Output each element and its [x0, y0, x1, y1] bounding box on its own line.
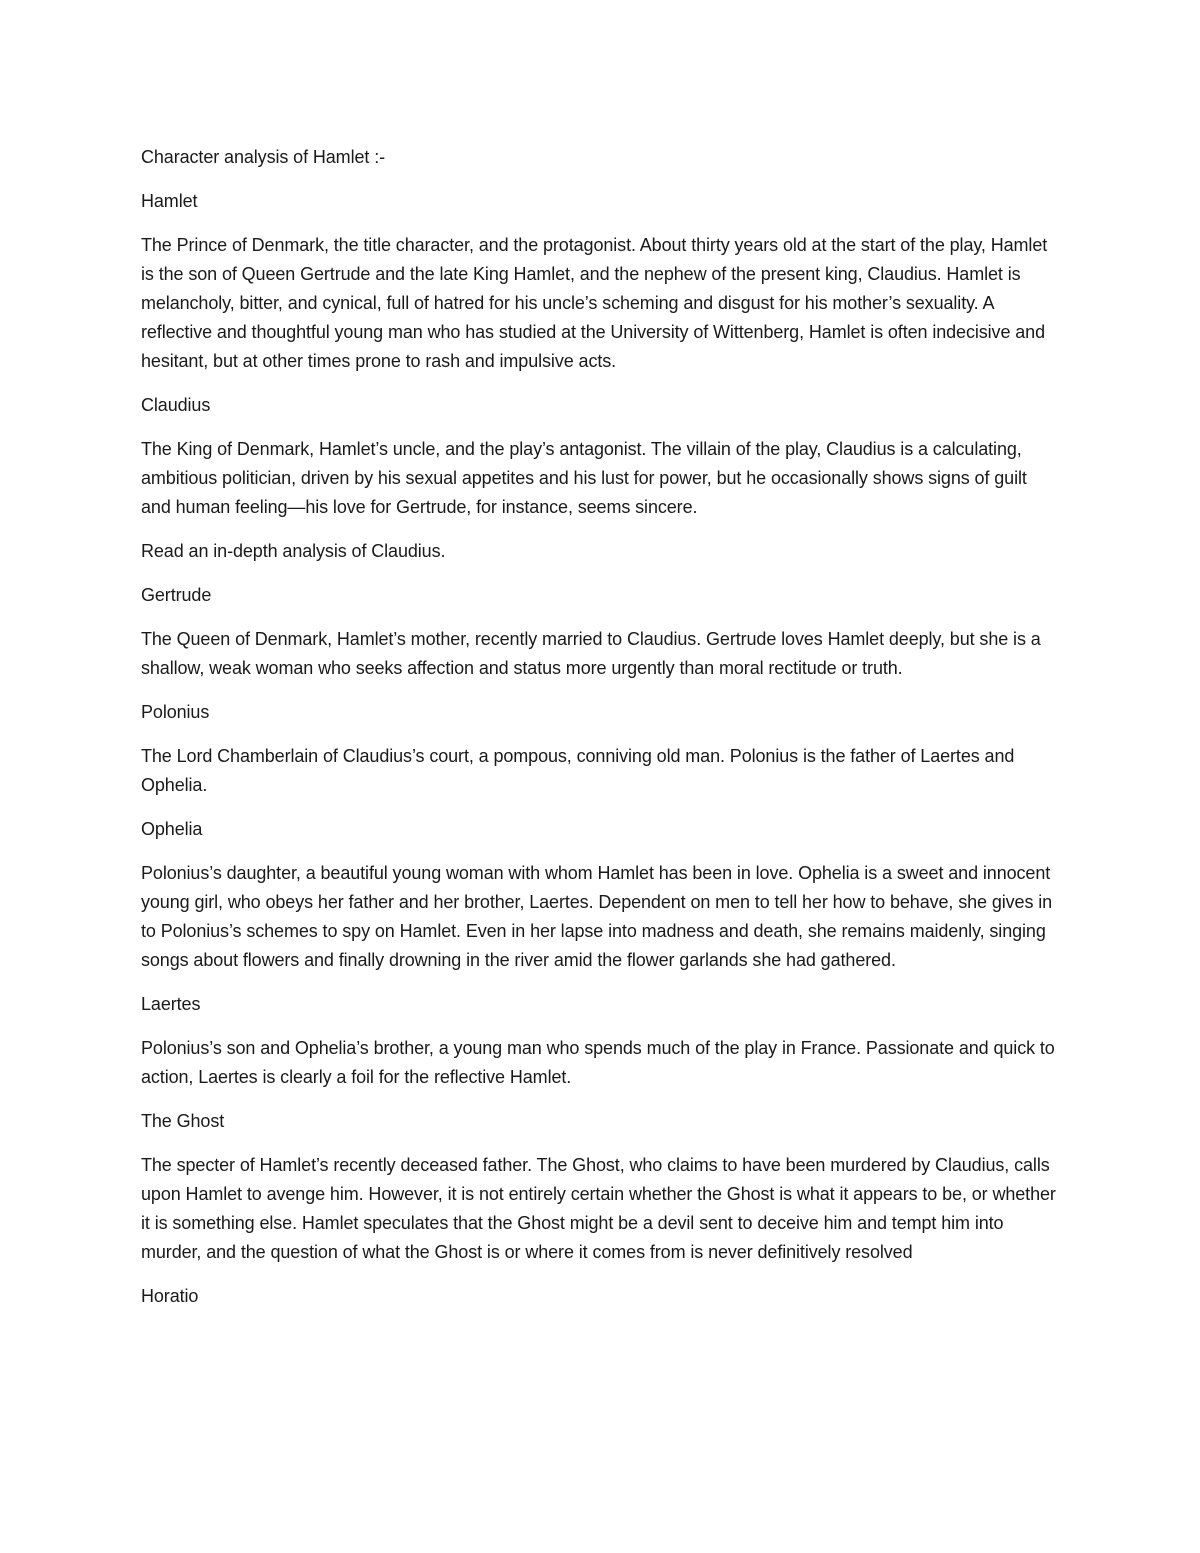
section-heading-horatio: Horatio — [141, 1286, 199, 1306]
document-page — [141, 143, 1059, 1326]
section-heading-polonius: Polonius — [141, 702, 210, 722]
section-body-ghost: The specter of Hamlet’s recently deceased father. The Ghost, who claims to have been murdered by Claudius, calls upon Hamlet to avenge him. However, it is not entirely certain whether the Ghost is what it appears to be, or whether it is something else. Hamlet speculates that the Ghost might be a devil sent to deceive him and tempt him into murder, and the question of what the Ghost is or where it comes from is never definitively resolved — [141, 1155, 1056, 1262]
section-body-polonius: The Lord Chamberlain of Claudius’s court, a pompous, conniving old man. Polonius is the father of Laertes and Ophelia. — [141, 746, 1015, 795]
section-heading-laertes: Laertes — [141, 994, 201, 1014]
section-heading-hamlet: Hamlet — [141, 191, 198, 211]
section-body-laertes: Polonius’s son and Ophelia’s brother, a young man who spends much of the play in France. Passionate and quick to action, Laertes is clearly a foil for the reflective Hamlet. — [141, 1038, 1055, 1087]
section-heading-claudius: Claudius — [141, 395, 211, 415]
section-body-ophelia: Polonius’s daughter, a beautiful young woman with whom Hamlet has been in love. Ophelia is a sweet and innocent young girl, who obeys her father and her brother, Laertes. Dependent on men to tell her how to behave, she gives in to Polonius’s schemes to spy on Hamlet. Even in her lapse into madness and death, she remains maidenly, singing songs about flowers and finally drowning in the river amid the flower garlands she had gathered. — [141, 863, 1053, 970]
claudius-analysis-note: Read an in-depth analysis of Claudius. — [141, 541, 446, 561]
section-body-claudius: The King of Denmark, Hamlet’s uncle, and the play’s antagonist. The villain of the play, Claudius is a calculating, ambitious politician, driven by his sexual appetites and his lust for power, but he occasionally shows signs of guilt and human feeling—his love for Gertrude, for instance, seems sincere. — [141, 439, 1027, 517]
section-heading-gertrude: Gertrude — [141, 585, 212, 605]
section-heading-ghost: The Ghost — [141, 1111, 225, 1131]
document-title: Character analysis of Hamlet :- — [141, 147, 385, 167]
section-body-hamlet: The Prince of Denmark, the title character, and the protagonist. About thirty years old at the start of the play, Hamlet is the son of Queen Gertrude and the late King Hamlet, and the nephew of the present king, Claudius. Hamlet is melancholy, bitter, and cynical, full of hatred for his uncle’s scheming and disgust for his mother’s sexuality. A reflective and thoughtful young man who has studied at the University of Wittenberg, Hamlet is often indecisive and hesitant, but at other times prone to rash and impulsive acts. — [141, 235, 1048, 371]
section-heading-ophelia: Ophelia — [141, 819, 203, 839]
section-body-gertrude: The Queen of Denmark, Hamlet’s mother, recently married to Claudius. Gertrude loves Hamlet deeply, but she is a shallow, weak woman who seeks affection and status more urgently than moral rectitude or truth. — [141, 629, 1041, 678]
